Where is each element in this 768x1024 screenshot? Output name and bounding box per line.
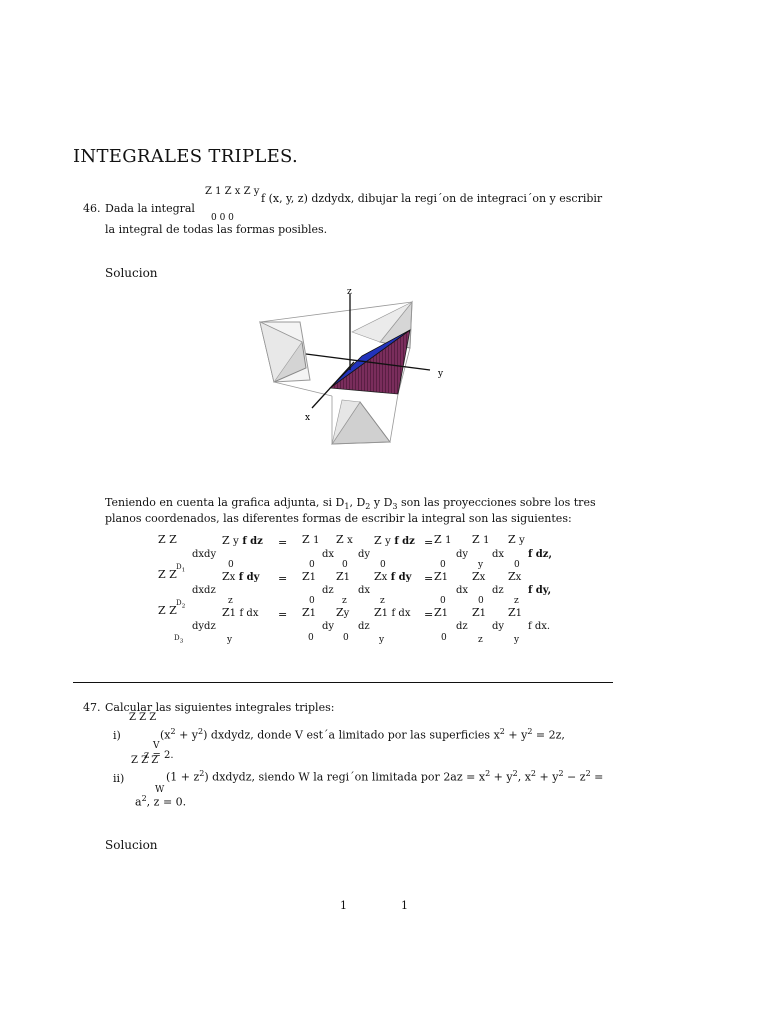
axis-label-y: y	[438, 369, 444, 379]
problem-46-number: 46.	[83, 202, 101, 215]
region-w-label: W	[155, 785, 165, 795]
region-v-label: V	[153, 741, 160, 751]
problem-46-line2: la integral de todas las formas posibles.	[105, 223, 328, 236]
integral-limits-lower: 0 0 0	[211, 213, 234, 223]
solution-heading-47: Solucion	[105, 838, 158, 852]
item-ii-label: ii)	[113, 772, 125, 785]
integral-limits-upper: Z 1 Z x Z y	[205, 186, 260, 197]
problem-46-integrand: f (x, y, z) dzdydx, dibujar la regi´on de integraci´on y escribir	[261, 192, 603, 205]
item-ii-expression: $(1 + z^2)$ dxdydz, siendo W la regi´on limitada por $2az = x^2 + y^2$, $x^2 + y^2 - z^2$ =	[166, 769, 604, 784]
explanation-line1: Teniendo en cuenta la grafica adjunta, si $D_1$, $D_2$ y $D_3$ son las proyecciones sobre los tres	[105, 496, 596, 512]
item-ii-line2: $a^2$, z = 0.	[135, 794, 187, 809]
page-title: INTEGRALES TRIPLES.	[73, 146, 299, 167]
footer-page-number-right: 1	[401, 899, 408, 912]
triple-integral-ii: Z Z Z	[131, 755, 159, 766]
explanation-line2: planos coordenados, las diferentes formas de escribir la integral son las siguientes:	[105, 512, 572, 525]
item-i-label: i)	[113, 729, 121, 742]
item-i-z-condition: z = 2.	[144, 750, 174, 761]
footer-page-number-left: 1	[340, 899, 347, 912]
section-divider	[73, 682, 613, 683]
item-i-expression: $(x^2 + y^2)$ dxdydz, donde V est´a limitado por las superficies $x^2 + y^2 = 2z$,	[160, 727, 565, 742]
axis-label-z: z	[347, 287, 352, 297]
problem-46-lead: Dada la integral	[105, 202, 195, 215]
solution-heading-46: Solucion	[105, 266, 158, 280]
problem-47-number: 47.	[83, 701, 101, 714]
axis-label-x: x	[305, 413, 311, 423]
triple-integral-i: Z Z Z	[129, 712, 157, 723]
region-figure	[250, 284, 450, 474]
problem-47-lead: Calcular las siguientes integrales triples:	[105, 701, 335, 714]
